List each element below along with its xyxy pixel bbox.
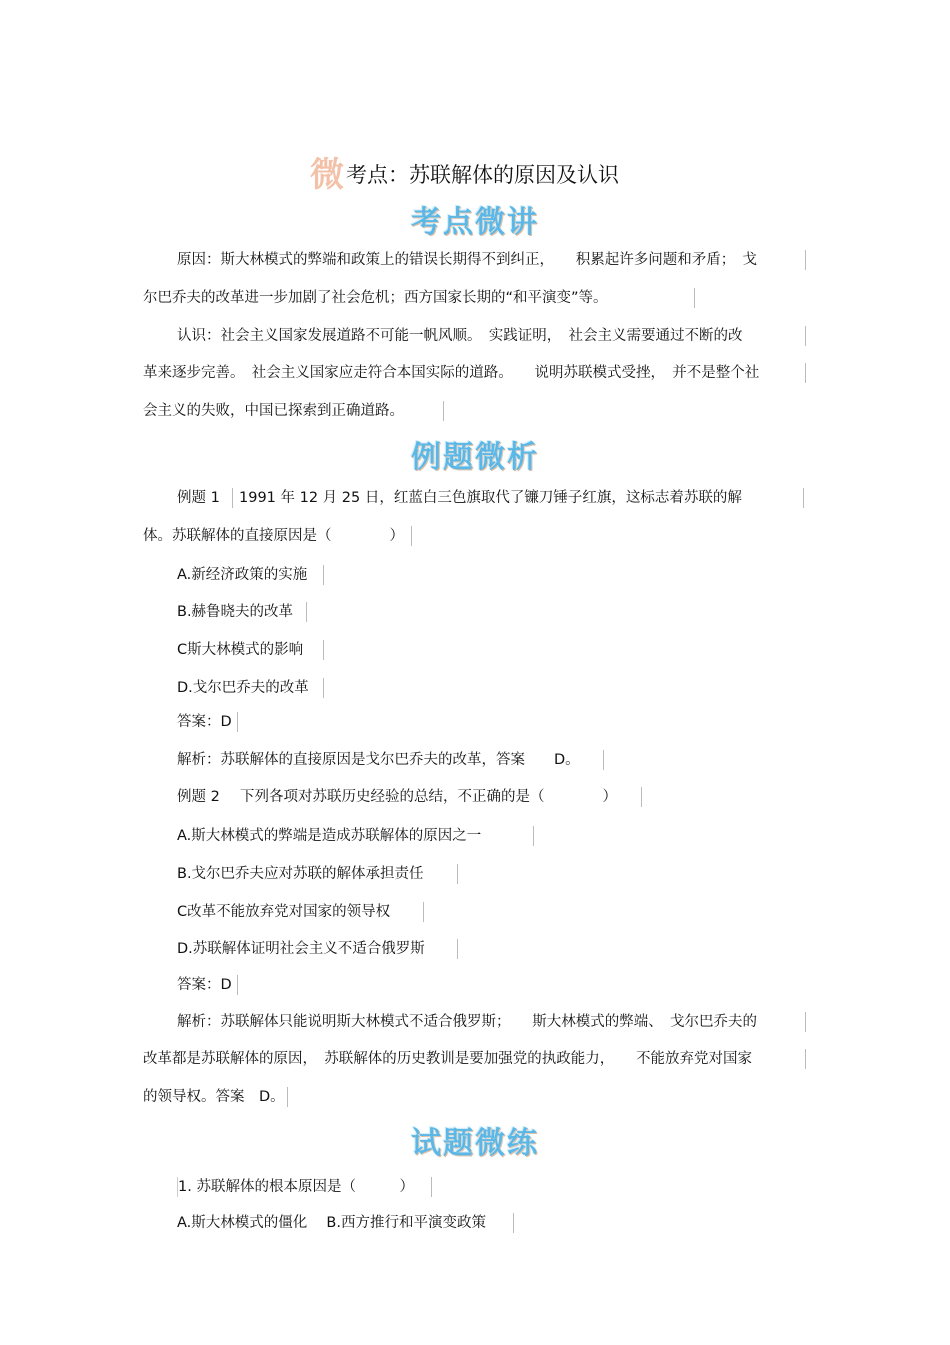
example2-analysis-line-1: 解析：苏联解体只能说明斯大林模式不适合俄罗斯； 斯大林模式的弊端、 戈尔巴乔夫的 [177, 1012, 806, 1032]
example2-analysis-line-2: 改革都是苏联解体的原因， 苏联解体的历史教训是要加强党的执政能力， 不能放弃党对国家 [143, 1049, 806, 1069]
example2-option-d: D.苏联解体证明社会主义不适合俄罗斯 [177, 939, 458, 959]
reason-line-2: 尔巴乔夫的改革进一步加剧了社会危机；西方国家长期的“和平演变”等。 [143, 288, 695, 308]
knowledge-line-3: 会主义的失败，中国已探索到正确道路。 [143, 401, 444, 421]
example1-label: 例题 1 [177, 490, 220, 506]
example1-option-c: C斯大林模式的影响 [177, 640, 324, 660]
example2-answer: 答案：D [177, 975, 238, 995]
example1-analysis: 解析：苏联解体的直接原因是戈尔巴乔夫的改革，答案 D。 [177, 750, 604, 770]
wei-logo: 微 [310, 155, 344, 195]
knowledge-line-2: 革来逐步完善。 社会主义国家应走符合本国实际的道路。 说明苏联模式受挫， 并不是整个社 [143, 363, 806, 383]
example1-line-1: 1991 年 12 月 25 日，红蓝白三色旗取代了镰刀锤子红旗，这标志着苏联的解 [232, 488, 804, 508]
knowledge-line-1: 认识：社会主义国家发展道路不可能一帆风顺。 实践证明， 社会主义需要通过不断的改 [177, 326, 806, 346]
example2-option-b: B.戈尔巴乔夫应对苏联的解体承担责任 [177, 864, 458, 884]
title-text: 考点：苏联解体的原因及认识 [346, 163, 619, 187]
example2-analysis-line-3: 的领导权。答案 D。 [143, 1087, 288, 1107]
example2-option-a: A.斯大林模式的弊端是造成苏联解体的原因之一 [177, 826, 534, 846]
example1-option-a: A.新经济政策的实施 [177, 565, 324, 585]
example1-answer: 答案：D [177, 712, 238, 732]
banner-kaodian: 考点微讲 [411, 205, 539, 240]
banner-liti: 例题微析 [411, 440, 539, 475]
practice1-options: A.斯大林模式的僵化 B.西方推行和平演变政策 [177, 1213, 514, 1233]
page-title [310, 147, 619, 196]
example1-option-d: D.戈尔巴乔夫的改革 [177, 678, 324, 698]
example2-label: 例题 2 [177, 789, 220, 805]
example1-option-b: B.赫鲁晓夫的改革 [177, 602, 307, 622]
practice1-question: 1. 苏联解体的根本原因是（ ） [177, 1177, 432, 1197]
example1-line-2: 体。苏联解体的直接原因是（ ） [143, 526, 412, 546]
example2-question: 下列各项对苏联历史经验的总结，不正确的是（ ） [240, 787, 642, 807]
example2-option-c: C改革不能放弃党对国家的领导权 [177, 902, 424, 922]
reason-line-1: 原因：斯大林模式的弊端和政策上的错误长期得不到纠正， 积累起许多问题和矛盾； 戈 [177, 250, 806, 270]
banner-shiti: 试题微练 [411, 1126, 539, 1161]
